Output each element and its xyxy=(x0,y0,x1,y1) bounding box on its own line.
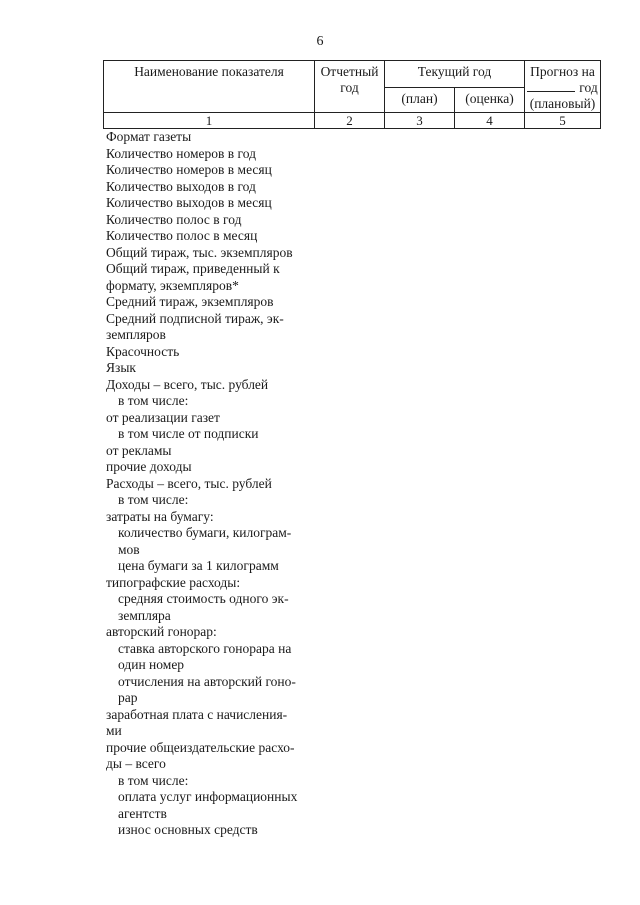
indicator-row: средняя стоимость одного эк- xyxy=(118,591,289,606)
indicator-row: Формат газеты xyxy=(106,129,192,144)
indicator-row-continuation: один номер xyxy=(118,657,185,672)
indicator-row: цена бумаги за 1 килограмм xyxy=(118,558,279,573)
column-number: 4 xyxy=(455,113,525,129)
column-number: 1 xyxy=(104,113,315,129)
header-forecast-line3: (плановый) xyxy=(529,96,596,111)
indicator-row: ставка авторского гонорара на xyxy=(118,640,292,656)
indicator-row: количество бумаги, килограм- xyxy=(118,525,292,540)
indicator-row: прочие доходы xyxy=(106,459,192,474)
header-estimate xyxy=(455,87,525,112)
indicator-row: Общий тираж, приведенный к xyxy=(106,261,280,276)
indicator-row-continuation: земпляров xyxy=(106,327,166,342)
indicator-table xyxy=(103,60,601,129)
column-number: 3 xyxy=(385,113,455,129)
header-current-year-label: Текущий год xyxy=(417,64,492,79)
indicator-row: Общий тираж, тыс. экземпляров xyxy=(106,244,293,260)
header-estimate-label: (оценка) xyxy=(465,90,514,106)
indicator-row-continuation: земпляра xyxy=(118,607,171,623)
column-number: 2 xyxy=(315,113,385,129)
indicator-row-continuation: рар xyxy=(118,690,138,705)
header-forecast-line1: Прогноз на xyxy=(530,64,595,79)
indicator-row: авторский гонорар: xyxy=(106,624,217,639)
indicator-row: от рекламы xyxy=(106,442,172,458)
indicator-row: износ основных средств xyxy=(118,822,258,837)
page-number: 6 xyxy=(316,34,324,49)
forecast-year-blank xyxy=(527,80,575,92)
header-forecast-line2-wrap xyxy=(525,80,600,96)
indicator-list xyxy=(106,129,308,839)
indicator-row: Средний подписной тираж, эк- xyxy=(106,310,284,326)
header-forecast-line2: год xyxy=(579,80,598,95)
indicator-row: типографские расходы: xyxy=(106,574,241,590)
header-current-year xyxy=(385,61,525,88)
indicator-row: в том числе: xyxy=(118,393,189,408)
indicator-row: Количество номеров в год xyxy=(106,145,256,161)
indicator-row: от реализации газет xyxy=(106,409,220,425)
indicator-row: Количество выходов в месяц xyxy=(106,195,272,210)
indicator-row-continuation: ми xyxy=(106,723,122,738)
indicator-row: прочие общеиздательские расхо- xyxy=(106,739,295,755)
header-indicator-name-label: Наименование показателя xyxy=(134,64,284,79)
indicator-row: Красочность xyxy=(106,343,180,359)
indicator-row: Количество полос в год xyxy=(106,211,242,227)
indicator-row: Язык xyxy=(106,360,136,375)
indicator-row: оплата услуг информационных xyxy=(118,789,298,804)
indicator-row-continuation: агентств xyxy=(118,805,167,821)
header-forecast xyxy=(525,61,601,113)
indicator-row: затраты на бумагу: xyxy=(106,508,214,524)
header-reported-line1: Отчетный xyxy=(320,64,379,79)
header-reported-line2: год xyxy=(340,80,359,95)
indicator-row: в том числе: xyxy=(118,492,189,507)
indicator-row: Доходы – всего, тыс. рублей xyxy=(106,376,269,392)
column-number: 5 xyxy=(525,113,601,129)
header-reported-year xyxy=(315,61,385,113)
indicator-row-continuation: ды – всего xyxy=(106,756,166,771)
column-number-row xyxy=(104,113,601,129)
indicator-row: в том числе от подписки xyxy=(118,426,259,441)
indicator-row: Количество номеров в месяц xyxy=(106,162,272,177)
header-indicator-name xyxy=(104,61,315,113)
indicator-row: отчисления на авторский гоно- xyxy=(118,673,296,689)
indicator-row: Количество полос в месяц xyxy=(106,228,258,243)
indicator-row: Расходы – всего, тыс. рублей xyxy=(106,475,272,491)
indicator-row: Средний тираж, экземпляров xyxy=(106,294,274,309)
header-plan-label: (план) xyxy=(401,90,438,106)
indicator-row-continuation: мов xyxy=(118,541,140,557)
indicator-row: в том числе: xyxy=(118,772,189,788)
header-plan xyxy=(385,87,455,112)
indicator-row: заработная плата с начисления- xyxy=(106,706,288,722)
indicator-row: Количество выходов в год xyxy=(106,178,256,194)
indicator-row-continuation: формату, экземпляров* xyxy=(106,277,239,293)
